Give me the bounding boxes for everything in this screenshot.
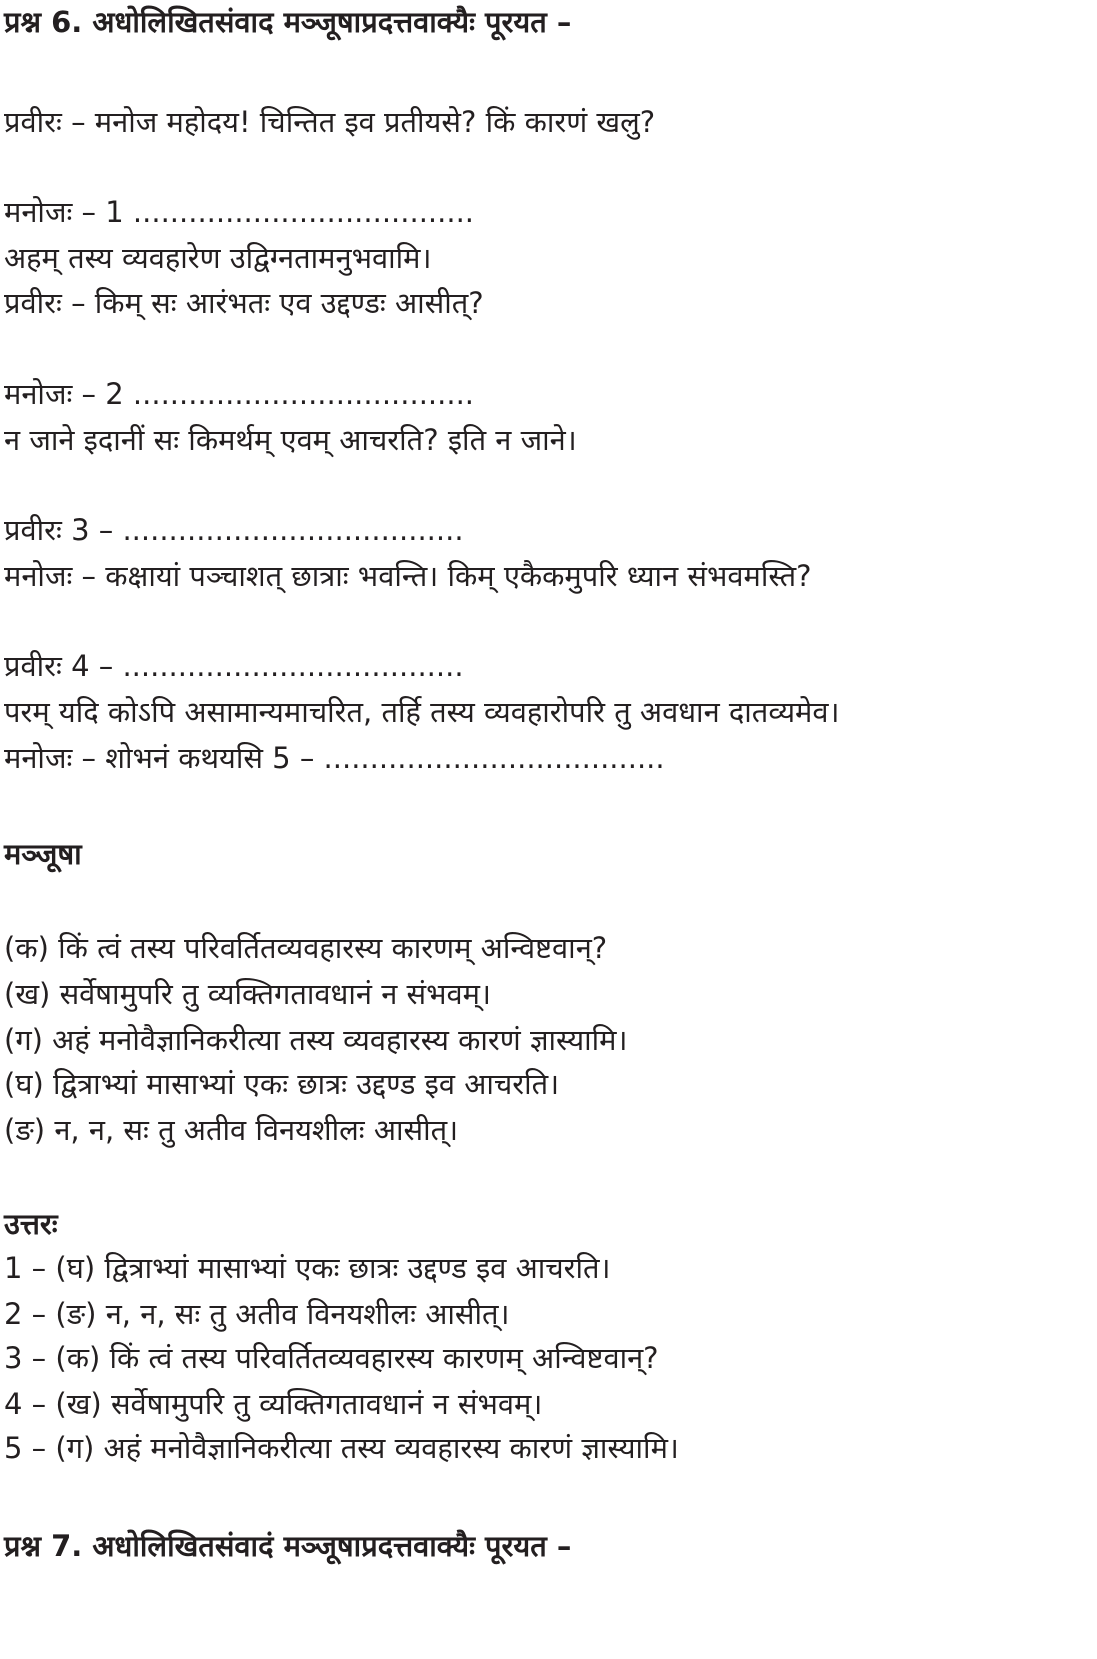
dialogue-line-2: मनोजः – 1 ..................................... bbox=[4, 195, 475, 229]
dialogue-line-3: अहम् तस्य व्यवहारेण उद्विग्नतामनुभवामि। bbox=[4, 241, 432, 275]
manjusha-item-ga: (ग) अहं मनोवैज्ञानिकरीत्या तस्य व्यवहारस्य कारणं ज्ञास्यामि। bbox=[4, 1023, 628, 1057]
answer-heading: उत्तरः bbox=[4, 1207, 58, 1241]
answer-item-4: 4 – (ख) सर्वेषामुपरि तु व्यक्तिगतावधानं न संभवम्। bbox=[4, 1387, 543, 1421]
dialogue-line-7: प्रवीरः 3 – ..................................... bbox=[4, 513, 464, 547]
answer-item-5: 5 – (ग) अहं मनोवैज्ञानिकरीत्या तस्य व्यवहारस्य कारणं ज्ञास्यामि। bbox=[4, 1431, 679, 1465]
dialogue-line-5: मनोजः – 2 ..................................... bbox=[4, 377, 475, 411]
dialogue-line-9: प्रवीरः 4 – ..................................... bbox=[4, 649, 464, 683]
question-7-heading: प्रश्न 7. अधोलिखितसंवादं मञ्जूषाप्रदत्तवाक्यैः पूरयत – bbox=[4, 1529, 572, 1563]
answer-item-3: 3 – (क) किं त्वं तस्य परिवर्तितव्यवहारस्य कारणम् अन्विष्टवान्? bbox=[4, 1341, 659, 1375]
question-6-heading: प्रश्न 6. अधोलिखितसंवाद मञ्जूषाप्रदत्तवाक्यैः पूरयत – bbox=[4, 5, 572, 39]
dialogue-line-6: न जाने इदानीं सः किमर्थम् एवम् आचरति? इति न जाने। bbox=[4, 423, 577, 457]
answer-item-2: 2 – (ङ) न, न, सः तु अतीव विनयशीलः आसीत्। bbox=[4, 1297, 510, 1331]
manjusha-item-kha: (ख) सर्वेषामुपरि तु व्यक्तिगतावधानं न संभवम्। bbox=[4, 977, 491, 1011]
manjusha-heading: मञ्जूषा bbox=[4, 837, 82, 871]
manjusha-item-ka: (क) किं त्वं तस्य परिवर्तितव्यवहारस्य कारणम् अन्विष्टवान्? bbox=[4, 931, 608, 965]
manjusha-item-gha: (घ) द्वित्राभ्यां मासाभ्यां एकः छात्रः उद्दण्ड इव आचरति। bbox=[4, 1067, 560, 1101]
manjusha-item-nga: (ङ) न, न, सः तु अतीव विनयशीलः आसीत्। bbox=[4, 1113, 459, 1147]
dialogue-line-1: प्रवीरः – मनोज महोदय! चिन्तित इव प्रतीयसे? किं कारणं खलु? bbox=[4, 105, 656, 139]
dialogue-line-4: प्रवीरः – किम् सः आरंभतः एव उद्दण्डः आसीत्? bbox=[4, 286, 484, 320]
dialogue-line-8: मनोजः – कक्षायां पञ्चाशत् छात्राः भवन्ति। किम् एकैकमुपरि ध्यान संभवमस्ति? bbox=[4, 559, 812, 593]
dialogue-line-10: परम् यदि कोऽपि असामान्यमाचरित, तर्हि तस्य व्यवहारोपरि तु अवधान दातव्यमेव। bbox=[4, 695, 840, 729]
answer-item-1: 1 – (घ) द्वित्राभ्यां मासाभ्यां एकः छात्रः उद्दण्ड इव आचरति। bbox=[4, 1251, 611, 1285]
dialogue-line-11: मनोजः – शोभनं कथयसि 5 – ..................................... bbox=[4, 741, 665, 775]
